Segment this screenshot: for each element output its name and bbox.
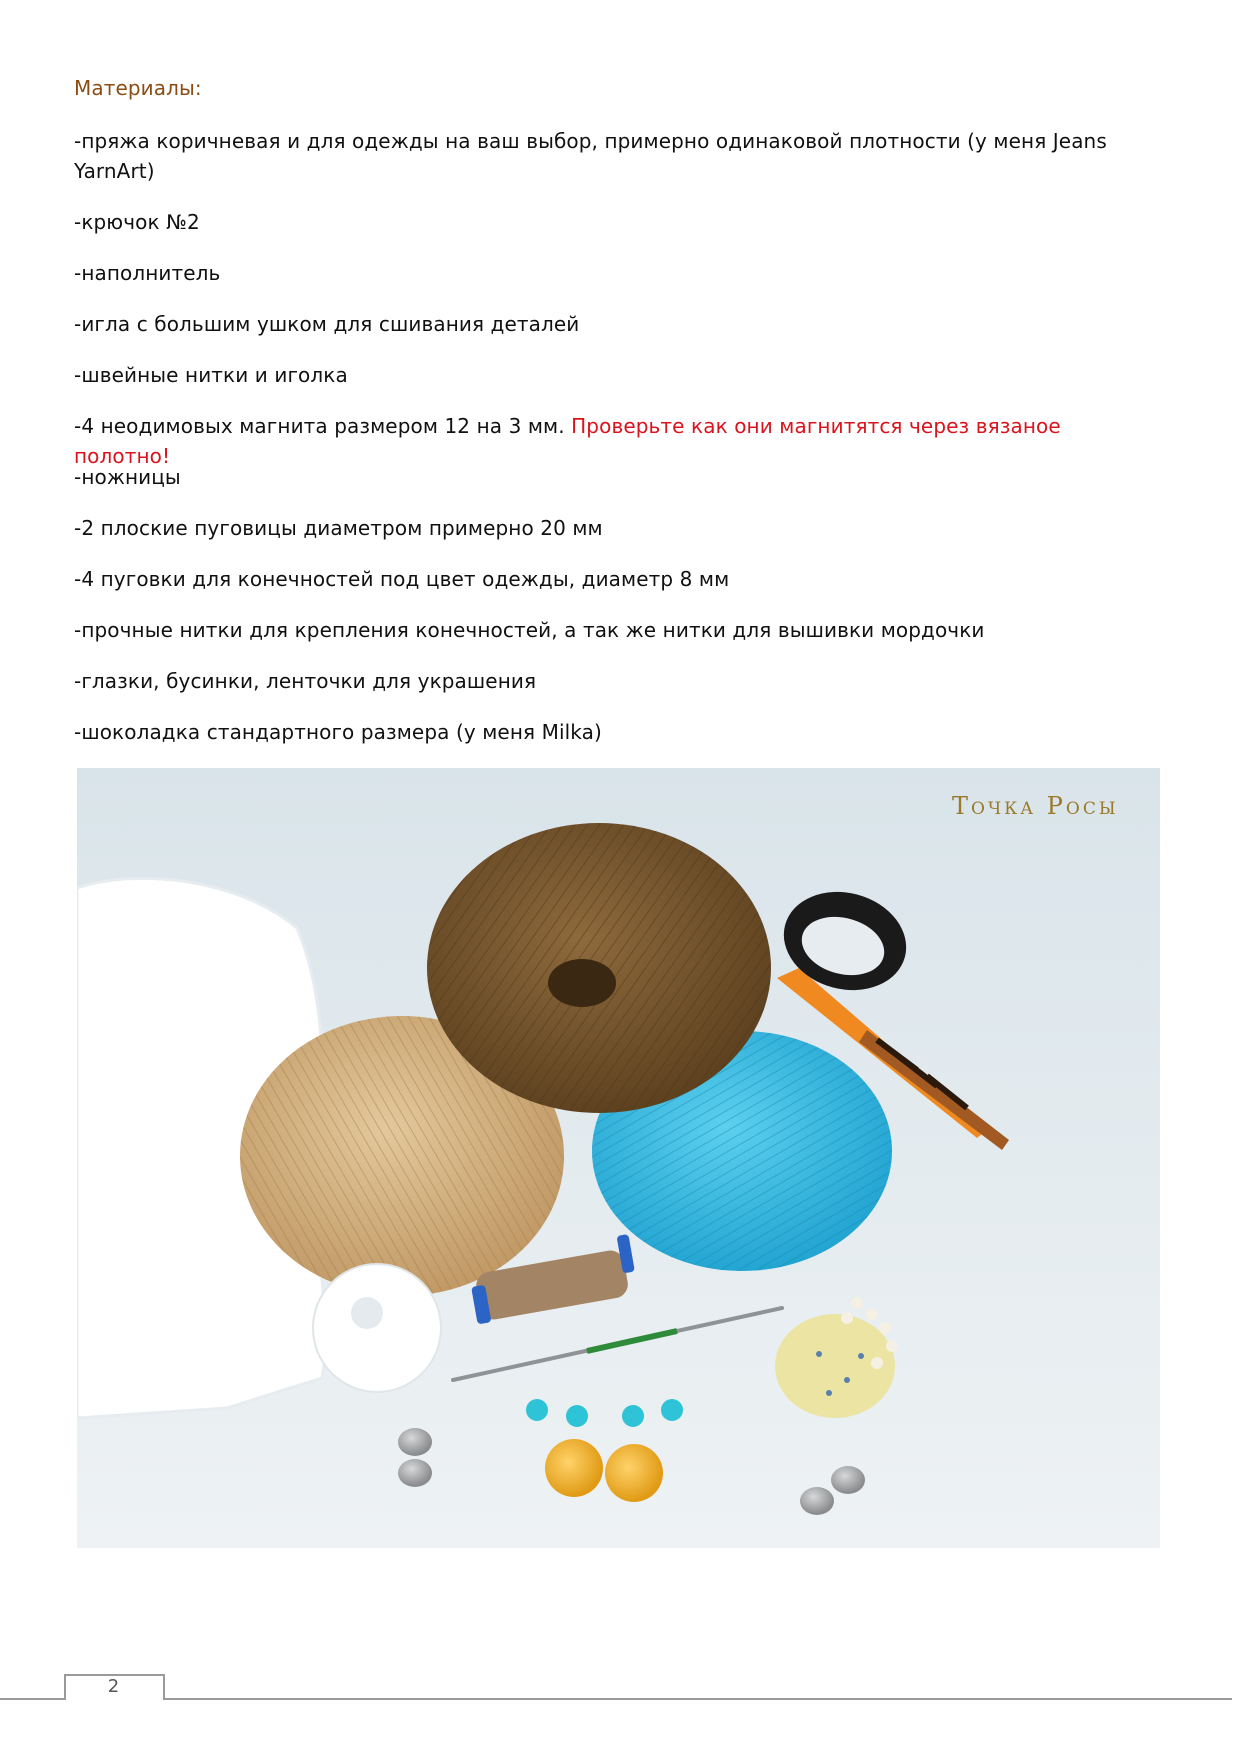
material-item-needle: -игла с большим ушком для сшивания деталей — [74, 312, 580, 336]
magnets-warning: Проверьте как они магнитятся через вязаное полотно! — [74, 414, 1061, 468]
materials-heading: Материалы: — [74, 76, 202, 100]
materials-photo — [77, 768, 1160, 1548]
material-item-chocolate: -шоколадка стандартного размера (у меня Milka) — [74, 720, 602, 744]
material-item-scissors: -ножницы — [74, 465, 181, 489]
material-item-stuffing: -наполнитель — [74, 261, 221, 285]
material-item-flat-buttons: -2 плоские пуговицы диаметром примерно 20 мм — [74, 516, 603, 540]
page-number: 2 — [107, 1676, 120, 1697]
material-item-limb-buttons: -4 пуговки для конечностей под цвет одежды, диаметр 8 мм — [74, 567, 730, 591]
material-item-sewing-thread: -швейные нитки и иголка — [74, 363, 348, 387]
material-item-decorations: -глазки, бусинки, ленточки для украшения — [74, 669, 537, 693]
brown-yarn-ball — [427, 823, 771, 1113]
material-item-yarn: -пряжа коричневая и для одежды на ваш выбор, примерно одинаковой плотности (у меня Jeans YarnArt) — [74, 129, 1107, 183]
white-thread-ball — [313, 1264, 441, 1392]
magnets-text: -4 неодимовых магнита размером 12 на 3 мм. — [74, 414, 565, 438]
footer-rule — [0, 1698, 1232, 1700]
photo-watermark: Точка Росы — [952, 792, 1119, 820]
material-item-strong-thread: -прочные нитки для крепления конечностей, а так же нитки для вышивки мордочки — [74, 618, 985, 642]
material-item-hook: -крючок №2 — [74, 210, 200, 234]
